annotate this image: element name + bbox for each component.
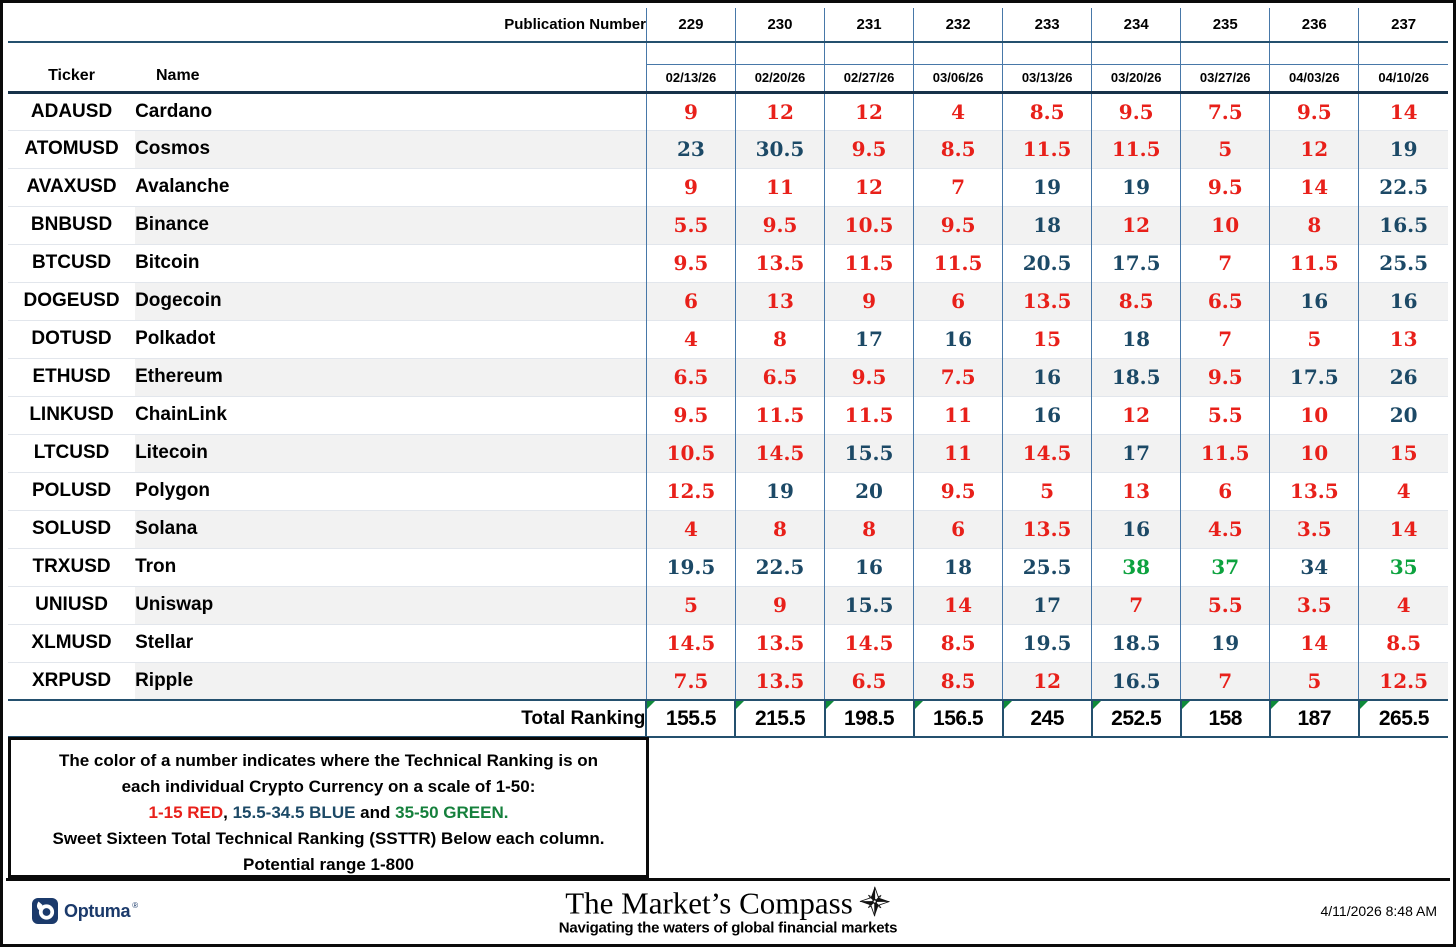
ranking-value: 15.5 [825,434,914,472]
legend-separator: and [355,803,396,822]
ranking-value: 19 [1359,130,1448,168]
crypto-row-dogeusd [8,282,1448,320]
name-cell: Cardano [135,92,646,130]
rankings-table [8,8,1448,738]
ranking-value: 5 [646,586,735,624]
legend-color-key [11,800,646,826]
ranking-value: 6.5 [825,662,914,700]
name-cell: Binance [135,206,646,244]
ticker-cell: ADAUSD [8,92,135,130]
corner-marker-icon [1271,701,1279,709]
legend-line-1: The color of a number indicates where the Technical Ranking is on [58,751,599,770]
ranking-value: 26 [1359,358,1448,396]
ranking-value: 4 [914,92,1003,130]
ranking-value: 14 [1270,168,1359,206]
publication-number: 236 [1270,8,1359,42]
ranking-value: 15.5 [825,586,914,624]
ranking-value: 9.5 [1092,92,1181,130]
total-ranking-number: 265.5 [1378,706,1429,730]
ranking-value: 4 [1359,472,1448,510]
ranking-value: 5 [1181,130,1270,168]
ranking-value: 9 [646,168,735,206]
ranking-value: 9.5 [735,206,824,244]
date-header: 04/10/26 [1359,64,1448,92]
name-cell: Stellar [135,624,646,662]
publication-number: 237 [1359,8,1448,42]
report-timestamp: 4/11/2026 8:48 AM [1320,903,1437,919]
ranking-value: 19.5 [646,548,735,586]
ranking-value: 34 [1270,548,1359,586]
ranking-value: 11.5 [1092,130,1181,168]
ranking-value: 5.5 [1181,396,1270,434]
ranking-value: 16.5 [1359,206,1448,244]
crypto-row-ltcusd [8,434,1448,472]
ranking-value: 16.5 [1092,662,1181,700]
legend-line-2: each individual Crypto Currency on a scale of 1-50: [121,777,536,796]
crypto-row-xlmusd [8,624,1448,662]
ranking-value: 14 [1359,510,1448,548]
ranking-value: 11.5 [825,244,914,282]
name-cell: Avalanche [135,168,646,206]
corner-marker-icon [1182,701,1190,709]
ticker-cell: DOTUSD [8,320,135,358]
total-ranking-value [1092,700,1181,737]
masthead-tagline: Navigating the waters of global financial markets [558,919,898,937]
ranking-value: 18 [1092,320,1181,358]
ranking-value: 11.5 [914,244,1003,282]
ranking-value: 17.5 [1092,244,1181,282]
ranking-value: 9.5 [1181,168,1270,206]
ranking-value: 5.5 [646,206,735,244]
spacer-cell [1359,42,1448,64]
ranking-value: 6.5 [735,358,824,396]
ranking-value: 19 [735,472,824,510]
ranking-value: 17 [1003,586,1092,624]
crypto-row-xrpusd [8,662,1448,700]
publication-number: 235 [1181,8,1270,42]
ranking-value: 7.5 [1181,92,1270,130]
ticker-cell: AVAXUSD [8,168,135,206]
ranking-value: 13.5 [1003,282,1092,320]
spacer-cell [735,42,824,64]
ranking-value: 25.5 [1003,548,1092,586]
crypto-row-linkusd [8,396,1448,434]
total-ranking-value [1359,700,1448,737]
total-ranking-number: 155.5 [665,706,716,730]
ranking-value: 12 [1003,662,1092,700]
ranking-value: 8.5 [914,130,1003,168]
ranking-value: 19.5 [1003,624,1092,662]
ranking-value: 17 [825,320,914,358]
crypto-row-solusd [8,510,1448,548]
ranking-value: 9.5 [825,358,914,396]
ranking-value: 9.5 [914,206,1003,244]
date-header: 04/03/26 [1270,64,1359,92]
publication-number-label: Publication Number [8,8,646,42]
ticker-cell: TRXUSD [8,548,135,586]
total-ranking-value [825,700,914,737]
ranking-value: 18.5 [1092,358,1181,396]
ranking-value: 17.5 [1270,358,1359,396]
ranking-value: 12.5 [646,472,735,510]
date-header: 02/13/26 [646,64,735,92]
ranking-value: 6.5 [1181,282,1270,320]
total-ranking-value [1181,700,1270,737]
masthead-title [559,886,898,919]
corner-marker-icon [1004,701,1012,709]
ranking-value: 14 [914,586,1003,624]
name-cell: Ethereum [135,358,646,396]
total-ranking-value [914,700,1003,737]
corner-marker-icon [826,701,834,709]
date-header: 02/27/26 [825,64,914,92]
ranking-value: 9 [735,586,824,624]
color-legend [8,737,649,878]
ranking-value: 12 [825,92,914,130]
ranking-value: 14 [1270,624,1359,662]
ranking-value: 4 [646,320,735,358]
ranking-value: 9.5 [825,130,914,168]
ticker-cell: BNBUSD [8,206,135,244]
ranking-value: 8 [735,510,824,548]
publication-number: 234 [1092,8,1181,42]
total-ranking-number: 198.5 [844,706,895,730]
name-cell: Polkadot [135,320,646,358]
ranking-value: 7 [914,168,1003,206]
ranking-value: 8.5 [1003,92,1092,130]
ranking-value: 12 [1092,206,1181,244]
ranking-value: 13.5 [1003,510,1092,548]
crypto-row-polusd [8,472,1448,510]
optuma-wordmark: Optuma [64,900,131,921]
total-ranking-value [735,700,824,737]
name-cell: Uniswap [135,586,646,624]
ranking-value: 38 [1092,548,1181,586]
name-column-header: Name [156,66,200,84]
ranking-value: 23 [646,130,735,168]
ranking-value: 5 [1003,472,1092,510]
name-cell: ChainLink [135,396,646,434]
ranking-value: 9 [825,282,914,320]
ranking-value: 16 [1003,396,1092,434]
spacer-cell [1003,42,1092,64]
ranking-value: 7.5 [914,358,1003,396]
ranking-value: 20 [825,472,914,510]
optuma-logo [32,898,142,924]
ranking-value: 14.5 [735,434,824,472]
ranking-value: 5 [1270,320,1359,358]
ranking-value: 6.5 [646,358,735,396]
crypto-row-atomusd [8,130,1448,168]
ranking-value: 20 [1359,396,1448,434]
ranking-value: 11.5 [1270,244,1359,282]
ticker-cell: XRPUSD [8,662,135,700]
ranking-value: 14.5 [646,624,735,662]
ranking-value: 15 [1359,434,1448,472]
ticker-column-header: Ticker [48,66,95,84]
ranking-value: 14.5 [825,624,914,662]
spacer-cell [914,42,1003,64]
ranking-value: 16 [1359,282,1448,320]
legend-blue-range: 15.5-34.5 BLUE [232,803,356,822]
ranking-value: 12 [1092,396,1181,434]
ranking-value: 9.5 [646,396,735,434]
ranking-value: 4.5 [1181,510,1270,548]
compass-rose-icon [859,886,891,918]
ranking-value: 18 [914,548,1003,586]
ranking-value: 20.5 [1003,244,1092,282]
ranking-value: 19 [1092,168,1181,206]
ranking-value: 13 [735,282,824,320]
ranking-value: 7.5 [646,662,735,700]
ranking-value: 11.5 [1003,130,1092,168]
date-header: 02/20/26 [735,64,824,92]
ranking-value: 13.5 [735,244,824,282]
publication-number-row [8,8,1448,42]
ticker-cell: DOGEUSD [8,282,135,320]
ticker-cell: LINKUSD [8,396,135,434]
ranking-value: 9.5 [646,244,735,282]
ranking-value: 25.5 [1359,244,1448,282]
ranking-value: 13.5 [1270,472,1359,510]
ranking-value: 12 [1270,130,1359,168]
spacer-cell [1092,42,1181,64]
ticker-cell: XLMUSD [8,624,135,662]
ranking-value: 18 [1003,206,1092,244]
legend-separator: , [223,803,233,822]
ranking-value: 11 [735,168,824,206]
ranking-value: 12 [735,92,824,130]
ranking-value: 10.5 [825,206,914,244]
corner-marker-icon [915,701,923,709]
ranking-value: 13 [1092,472,1181,510]
ranking-value: 5 [1270,662,1359,700]
ranking-value: 7 [1181,662,1270,700]
ranking-value: 14.5 [1003,434,1092,472]
ranking-value: 10 [1270,396,1359,434]
corner-marker-icon [1093,701,1101,709]
ranking-value: 17 [1092,434,1181,472]
ranking-value: 9 [646,92,735,130]
ranking-value: 3.5 [1270,510,1359,548]
legend-line-4: Sweet Sixteen Total Technical Ranking (SSTTR) Below each column. [52,829,605,848]
total-ranking-label: Total Ranking [8,700,646,737]
footer-bar [6,878,1450,941]
corner-marker-icon [1360,701,1368,709]
total-ranking-number: 215.5 [754,706,806,730]
total-ranking-number: 252.5 [1111,706,1162,730]
spacer-cell [646,42,735,64]
ranking-value: 8.5 [1359,624,1448,662]
legend-green-range: 35-50 GREEN. [395,803,509,822]
ranking-value: 8.5 [1092,282,1181,320]
crypto-row-btcusd [8,244,1448,282]
ranking-value: 4 [1359,586,1448,624]
ranking-value: 8.5 [914,624,1003,662]
ranking-value: 9.5 [1270,92,1359,130]
crypto-row-adausd [8,92,1448,130]
ranking-value: 7 [1181,244,1270,282]
ticker-cell: ETHUSD [8,358,135,396]
total-ranking-row [8,700,1448,737]
ranking-value: 30.5 [735,130,824,168]
ranking-value: 5.5 [1181,586,1270,624]
ranking-value: 8 [1270,206,1359,244]
optuma-logo-icon [32,898,58,924]
ranking-value: 37 [1181,548,1270,586]
ranking-value: 13.5 [735,662,824,700]
crypto-row-bnbusd [8,206,1448,244]
total-ranking-value [1270,700,1359,737]
ranking-value: 11 [914,396,1003,434]
ranking-value: 11.5 [825,396,914,434]
ranking-value: 14 [1359,92,1448,130]
crypto-row-uniusd [8,586,1448,624]
legend-line-5: Potential range 1-800 [242,855,414,874]
name-cell: Tron [135,548,646,586]
ranking-value: 6 [646,282,735,320]
ranking-value: 11 [914,434,1003,472]
ranking-value: 22.5 [735,548,824,586]
name-cell: Polygon [135,472,646,510]
legend-red-range: 1-15 RED [148,803,224,822]
ranking-value: 7 [1181,320,1270,358]
ranking-value: 16 [825,548,914,586]
crypto-row-trxusd [8,548,1448,586]
ranking-value: 8.5 [914,662,1003,700]
registered-mark: ® [132,900,139,910]
ranking-value: 6 [914,282,1003,320]
ranking-value: 6 [914,510,1003,548]
ticker-cell: BTCUSD [8,244,135,282]
date-header: 03/06/26 [914,64,1003,92]
ranking-value: 19 [1181,624,1270,662]
ranking-value: 11.5 [735,396,824,434]
ranking-value: 22.5 [1359,168,1448,206]
publication-number: 231 [825,8,914,42]
name-cell: Dogecoin [135,282,646,320]
ticker-cell: UNIUSD [8,586,135,624]
masthead-title-text: The Market’s Compass [565,885,853,921]
ranking-value: 7 [1092,586,1181,624]
total-ranking-number: 187 [1297,706,1332,730]
publication-number: 232 [914,8,1003,42]
crypto-row-ethusd [8,358,1448,396]
ranking-value: 16 [1003,358,1092,396]
ranking-value: 16 [914,320,1003,358]
ticker-cell: ATOMUSD [8,130,135,168]
ranking-value: 4 [646,510,735,548]
masthead [559,886,898,937]
spacer-row [8,42,1448,64]
ranking-value: 8 [825,510,914,548]
ranking-value: 35 [1359,548,1448,586]
ranking-value: 12.5 [1359,662,1448,700]
corner-marker-icon [647,701,655,709]
ranking-value: 6 [1181,472,1270,510]
total-ranking-number: 156.5 [933,706,984,730]
spacer-cell [1270,42,1359,64]
ticker-cell: POLUSD [8,472,135,510]
date-header: 03/20/26 [1092,64,1181,92]
total-ranking-value [1003,700,1092,737]
ranking-value: 9.5 [1181,358,1270,396]
ranking-value: 13.5 [735,624,824,662]
ticker-cell: SOLUSD [8,510,135,548]
ranking-value: 9.5 [914,472,1003,510]
spacer-cell [1181,42,1270,64]
ticker-name-header-cell [8,42,646,92]
ranking-value: 11.5 [1181,434,1270,472]
name-cell: Bitcoin [135,244,646,282]
spacer-cell [825,42,914,64]
ranking-value: 16 [1092,510,1181,548]
ranking-value: 10 [1270,434,1359,472]
crypto-row-dotusd [8,320,1448,358]
ranking-value: 8 [735,320,824,358]
total-ranking-number: 245 [1030,706,1064,730]
date-header: 03/13/26 [1003,64,1092,92]
name-cell: Cosmos [135,130,646,168]
ranking-value: 3.5 [1270,586,1359,624]
publication-number: 233 [1003,8,1092,42]
crypto-row-avaxusd [8,168,1448,206]
publication-number: 230 [735,8,824,42]
total-ranking-value [646,700,735,737]
corner-marker-icon [736,701,744,709]
ranking-value: 16 [1270,282,1359,320]
name-cell: Solana [135,510,646,548]
total-ranking-number: 158 [1208,706,1242,730]
ranking-value: 18.5 [1092,624,1181,662]
ranking-value: 10 [1181,206,1270,244]
ranking-value: 12 [825,168,914,206]
name-cell: Ripple [135,662,646,700]
ranking-value: 15 [1003,320,1092,358]
ranking-value: 10.5 [646,434,735,472]
publication-number: 229 [646,8,735,42]
name-cell: Litecoin [135,434,646,472]
ranking-value: 19 [1003,168,1092,206]
date-header: 03/27/26 [1181,64,1270,92]
ticker-cell: LTCUSD [8,434,135,472]
ranking-value: 13 [1359,320,1448,358]
